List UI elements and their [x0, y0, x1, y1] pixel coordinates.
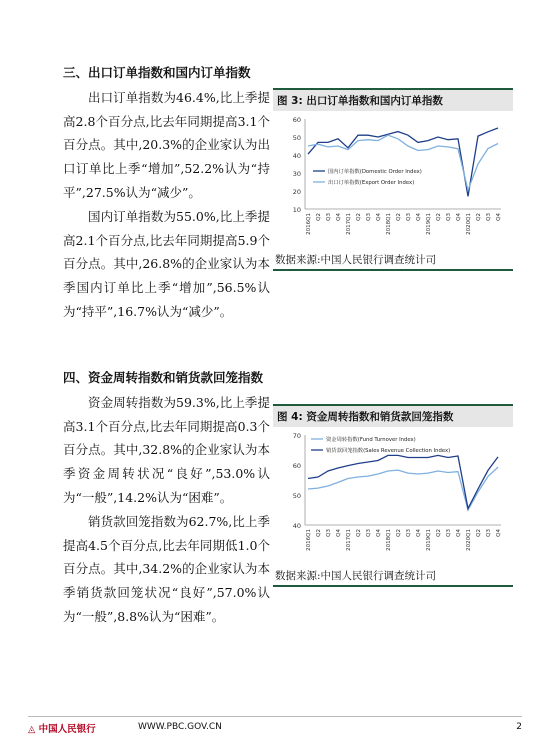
x-tick-label: Q2 — [316, 213, 322, 221]
x-tick-label: Q3 — [486, 213, 492, 221]
x-tick-label: 2017Q1 — [346, 213, 352, 235]
x-tick-label: Q2 — [356, 529, 362, 537]
legend-label: 出口订单指数(Export Order Index) — [328, 180, 415, 186]
x-tick-label: Q4 — [336, 529, 342, 537]
y-tick-label: 10 — [292, 206, 301, 214]
y-tick-label: 60 — [292, 116, 301, 124]
pbc-logo-mark-icon: ◬ — [28, 724, 39, 735]
x-tick-label: Q4 — [376, 529, 382, 537]
x-tick-label: Q3 — [366, 213, 372, 221]
x-tick-label: 2019Q1 — [426, 213, 432, 235]
x-tick-label: Q3 — [406, 213, 412, 221]
x-tick-label: 2018Q1 — [386, 213, 392, 235]
footer-url: WWW.PBC.GOV.CN — [138, 722, 222, 732]
section3-paragraph-2: 国内订单指数为55.0%,比上季提高2.1个百分点,比去年同期提高5.9个百分点。其中,26.8%的企业家认为本季国内订单比上季“增加”,56.5%认为“持平”,16.7%认为“减少”。 — [63, 209, 270, 319]
x-tick-label: Q2 — [396, 213, 402, 221]
x-tick-label: Q3 — [486, 529, 492, 537]
section4-paragraph-2: 销货款回笼指数为62.7%,比上季提高4.5个百分点,比去年同期低1.0个百分点。其中,34.2%的企业家认为本季销货款回笼状况“良好”,57.0%认为“一般”,8.8%认为“困难”。 — [63, 514, 270, 624]
y-tick-label: 40 — [292, 152, 301, 160]
x-tick-label: 2020Q1 — [466, 213, 472, 235]
x-tick-label: Q3 — [326, 213, 332, 221]
series-line — [308, 467, 498, 510]
section4-paragraph-1: 资金周转指数为59.3%,比上季提高3.1个百分点,比去年同期提高0.3个百分点。其中,32.8%的企业家认为本季资金周转状况“良好”,53.0%认为“一般”,14.2%认为“困难”。 — [63, 395, 270, 505]
figure-4 — [273, 404, 513, 587]
x-tick-label: Q2 — [436, 529, 442, 537]
page-footer — [28, 721, 522, 735]
x-tick-label: 2019Q1 — [426, 529, 432, 551]
x-tick-label: Q4 — [376, 213, 382, 221]
series-line — [308, 455, 498, 508]
figure-3-source: 数据来源:中国人民银行调查统计司 — [273, 249, 513, 271]
x-tick-label: Q3 — [366, 529, 372, 537]
figure-3-title: 图 3: 出口订单指数和国内订单指数 — [273, 88, 513, 111]
footer-divider — [28, 716, 522, 717]
x-tick-label: Q2 — [476, 529, 482, 537]
x-tick-label: 2020Q1 — [466, 529, 472, 551]
x-tick-label: Q4 — [336, 213, 342, 221]
page-number: 2 — [516, 722, 522, 732]
figure-3 — [273, 88, 513, 271]
figure-4-source: 数据来源:中国人民银行调查统计司 — [273, 565, 513, 587]
figure-3-chart — [273, 111, 513, 249]
pbc-logo-text: 中国人民银行 — [38, 724, 96, 735]
x-tick-label: Q3 — [326, 529, 332, 537]
legend-label: 资金周转指数(Fund Turnover Index) — [326, 437, 416, 443]
y-tick-label: 50 — [292, 492, 301, 500]
figure-4-chart — [273, 427, 513, 565]
y-tick-label: 70 — [292, 432, 301, 440]
section4-heading: 四、资金周转指数和销货款回笼指数 — [63, 370, 264, 385]
pbc-logo — [28, 721, 96, 735]
x-tick-label: Q2 — [436, 213, 442, 221]
section3-heading: 三、出口订单指数和国内订单指数 — [63, 65, 251, 80]
y-tick-label: 50 — [292, 134, 301, 142]
y-tick-label: 20 — [292, 188, 301, 196]
x-tick-label: Q4 — [416, 529, 422, 537]
x-tick-label: Q4 — [456, 213, 462, 221]
x-tick-label: Q2 — [396, 529, 402, 537]
x-tick-label: Q3 — [406, 529, 412, 537]
legend-label: 销货款回笼指数(Sales Revenue Collection Index) — [326, 448, 451, 454]
section3-paragraph-1: 出口订单指数为46.4%,比上季提高2.8个百分点,比去年同期提高3.1个百分点。其中,20.3%的企业家认为出口订单比上季“增加”,52.2%认为“持平”,27.5%认为“减少”。 — [63, 90, 270, 200]
figure-4-title: 图 4: 资金周转指数和销货款回笼指数 — [273, 404, 513, 427]
x-tick-label: Q4 — [416, 213, 422, 221]
x-tick-label: Q3 — [446, 529, 452, 537]
x-tick-label: Q3 — [446, 213, 452, 221]
y-tick-label: 40 — [292, 522, 301, 530]
x-tick-label: Q4 — [456, 529, 462, 537]
x-tick-label: Q4 — [496, 213, 502, 221]
y-tick-label: 60 — [292, 462, 301, 470]
legend-label: 国内订单指数(Domestic Order Index) — [328, 169, 422, 175]
x-tick-label: Q2 — [476, 213, 482, 221]
x-tick-label: Q2 — [356, 213, 362, 221]
x-tick-label: Q2 — [316, 529, 322, 537]
x-tick-label: 2016Q1 — [306, 529, 312, 551]
x-tick-label: Q4 — [496, 529, 502, 537]
x-tick-label: 2016Q1 — [306, 213, 312, 235]
y-tick-label: 30 — [292, 170, 301, 178]
x-tick-label: 2018Q1 — [386, 529, 392, 551]
x-tick-label: 2017Q1 — [346, 529, 352, 551]
